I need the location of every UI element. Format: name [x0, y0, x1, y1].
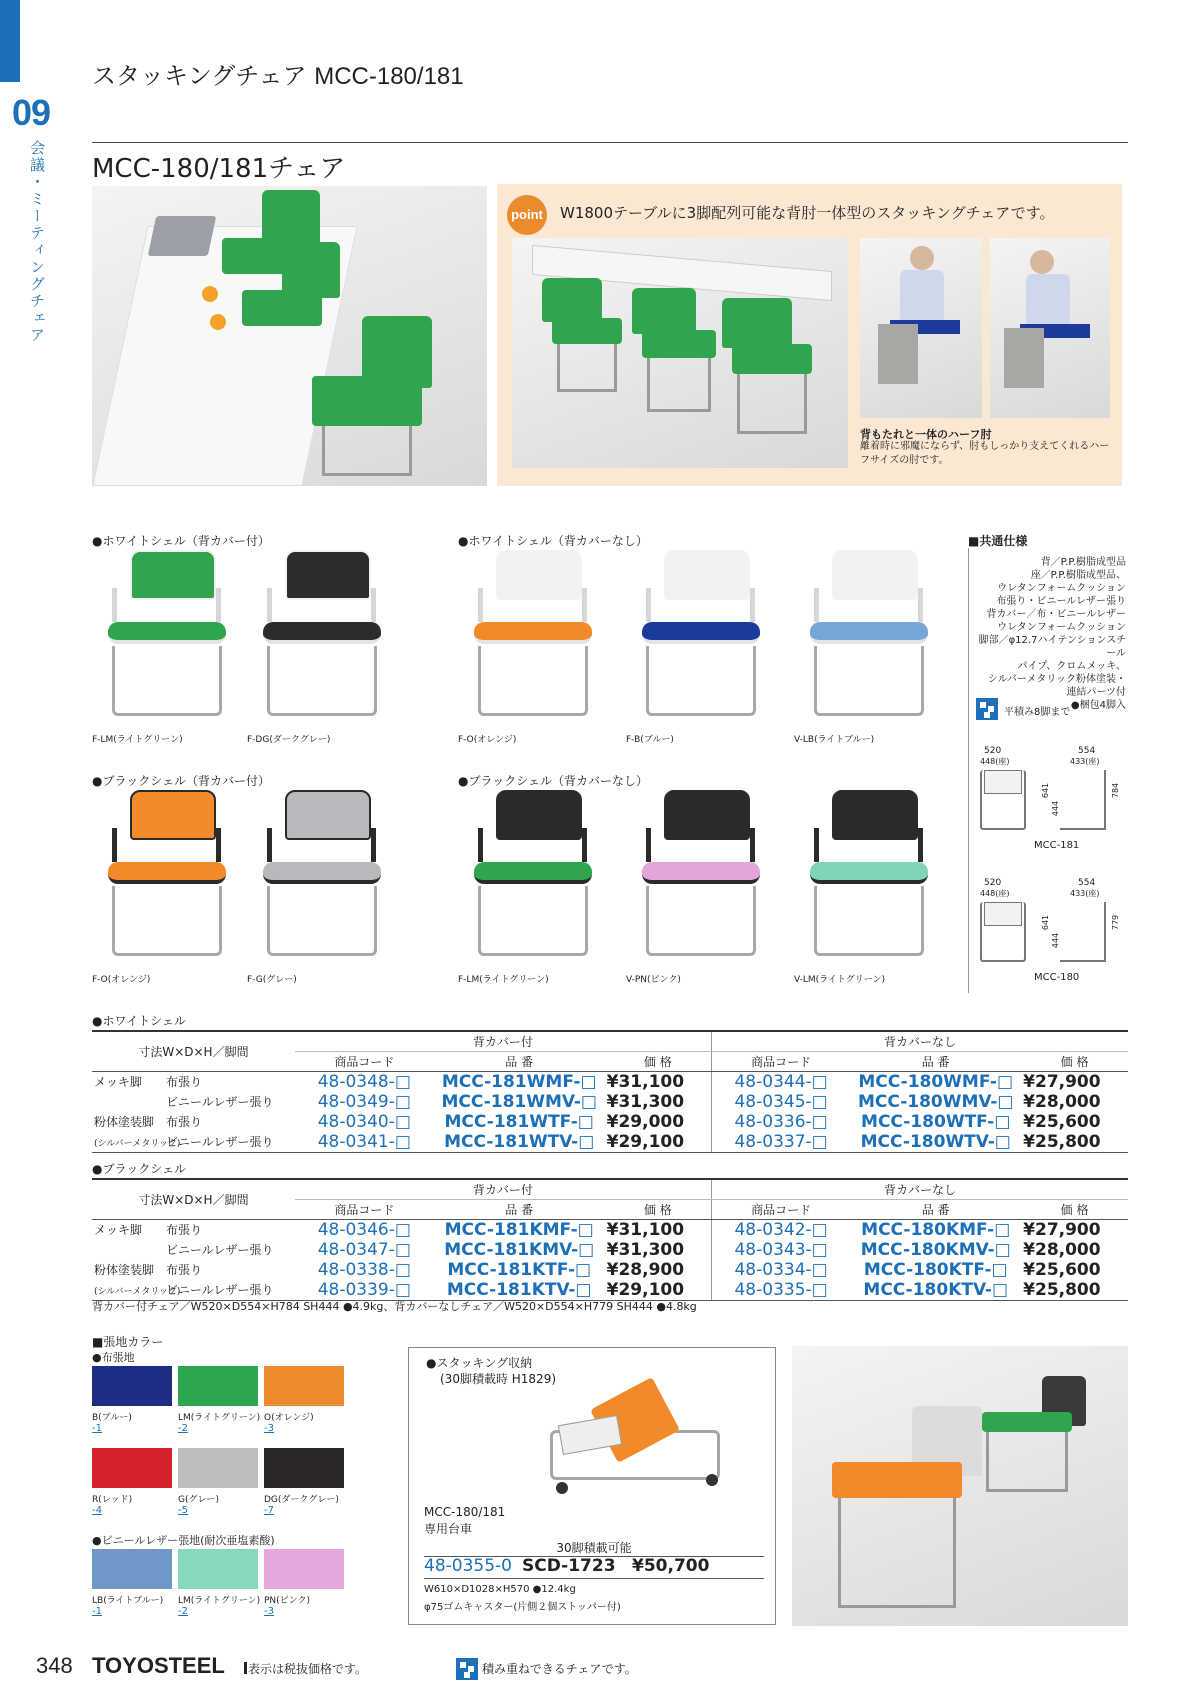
chair-legs — [267, 646, 377, 716]
dimension-note: 背カバー付チェア／W520×D554×H784 SH444 ●4.9kg、背カバーなしチェア／W520×D554×H779 SH444 ●4.8kg — [92, 1300, 697, 1313]
leg-type: (シルバーメタリック) — [94, 1139, 181, 1149]
variant-label: F-B(ブルー) — [626, 735, 674, 745]
variant-heading-white-with: ●ホワイトシェル（背カバー付） — [92, 534, 270, 548]
swatch-code: -3 — [264, 1606, 274, 1617]
chair-back — [285, 550, 371, 600]
chair-back — [496, 550, 582, 600]
chair-arm — [216, 828, 221, 862]
spec-line: 背／P.P.樹脂成型品 — [1040, 557, 1126, 568]
drawing-model: MCC-180 — [1034, 972, 1080, 983]
cover-type: 布張り — [166, 1075, 203, 1089]
chair-legs — [267, 886, 377, 956]
leg-cell — [92, 1132, 295, 1153]
column-header: 商品コード — [711, 1199, 850, 1219]
column-header: 商品コード — [295, 1051, 434, 1071]
page-title-jp: スタッキングチェア — [92, 62, 307, 90]
cover-type: ビニールレザー張り — [166, 1095, 274, 1109]
chair-arm — [582, 828, 587, 862]
dim-width: 520 — [984, 878, 1002, 888]
part-number: MCC-181WMF-□ — [441, 1071, 597, 1092]
variant-chair — [626, 788, 776, 988]
variant-label: F-DG(ダークグレー) — [247, 735, 331, 745]
leg-cell — [92, 1071, 295, 1092]
leg-type: メッキ脚 — [94, 1075, 143, 1089]
part-number: MCC-180KTV-□ — [850, 1280, 1021, 1301]
swatch-code: -3 — [264, 1423, 274, 1434]
variant-chair — [458, 548, 608, 748]
column-header: 品 番 — [850, 1051, 1021, 1071]
variant-heading-white-without: ●ホワイトシェル（背カバーなし） — [458, 534, 648, 548]
variant-label: F-O(オレンジ) — [458, 735, 517, 745]
spec-line: パイプ、クロムメッキ、 — [1017, 661, 1126, 672]
chair-arm — [478, 828, 483, 862]
fabric-swatch — [92, 1448, 172, 1488]
part-number: MCC-180WTV-□ — [850, 1132, 1021, 1153]
chair-arm — [646, 828, 651, 862]
footer-stack-note: 積み重ねできるチェアです。 — [482, 1662, 637, 1676]
part-number: MCC-180WMF-□ — [858, 1071, 1014, 1092]
cover-type: 布張り — [166, 1115, 203, 1129]
swatch-label: PN(ピンク) — [264, 1596, 311, 1606]
chair-seat — [263, 622, 381, 644]
table-row — [92, 1280, 1128, 1301]
table-row — [92, 1260, 1128, 1280]
product-code: 48-0337-□ — [711, 1132, 850, 1153]
price: ¥31,300 — [606, 1239, 685, 1260]
section-title: MCC-180/181チェア — [92, 154, 346, 184]
chapter-number: 09 — [12, 92, 51, 133]
product-code: 48-0346-□ — [317, 1219, 411, 1240]
dim-depth: 554 — [1078, 878, 1096, 888]
page-number: 348 — [36, 1653, 73, 1678]
product-code: 48-0334-□ — [711, 1260, 850, 1280]
chair-seat — [642, 622, 760, 644]
dim-width-inner: 448(座) — [980, 757, 1010, 766]
armrest-caption-body: 離着時に邪魔にならず、肘もしっかり支えてくれるハーフサイズの肘です。 — [860, 441, 1110, 466]
chair-arm — [371, 828, 376, 862]
cart-price: ¥50,700 — [632, 1556, 710, 1576]
swatch-label: R(レッド) — [92, 1495, 133, 1505]
chair-back — [130, 790, 216, 840]
price-table — [92, 1030, 1128, 1153]
swatch-label: LM(ライトグリーン) — [178, 1596, 261, 1606]
dim-seat-height: 444 — [1051, 800, 1061, 817]
fabric-swatch — [264, 1448, 344, 1488]
leg-type: (シルバーメタリック) — [94, 1287, 181, 1297]
variant-chair — [92, 548, 242, 748]
variant-chair — [458, 788, 608, 988]
variant-chair — [626, 548, 776, 748]
product-code: 48-0340-□ — [317, 1111, 411, 1132]
swatch-label: B(ブルー) — [92, 1413, 132, 1423]
dim-width: 520 — [984, 746, 1002, 756]
column-header: 商品コード — [295, 1199, 434, 1219]
part-number: MCC-180KTF-□ — [863, 1259, 1008, 1280]
dim-width-inner: 448(座) — [980, 889, 1010, 898]
chapter-tab — [0, 0, 20, 82]
tax-note: 表示は税抜価格です。 — [248, 1662, 368, 1676]
price: ¥29,000 — [606, 1111, 685, 1132]
chair-legs — [478, 646, 588, 716]
price: ¥25,600 — [1023, 1259, 1101, 1280]
group-without-header: 背カバーなし — [711, 1031, 1128, 1051]
person-photo-2 — [990, 238, 1110, 418]
part-number: MCC-181KMF-□ — [444, 1219, 594, 1240]
variant-chair — [247, 548, 397, 748]
variant-chair — [794, 788, 944, 988]
stacking-cart-illustration — [540, 1390, 730, 1500]
cart-dims: W610×D1028×H570 ●12.4kg — [424, 1584, 576, 1595]
header-rule — [92, 142, 1128, 143]
leg-cell — [92, 1260, 295, 1280]
variant-label: V-LB(ライトブルー) — [794, 735, 875, 745]
part-number: MCC-181WMV-□ — [441, 1091, 597, 1112]
price-table — [92, 1178, 1128, 1301]
column-header: 品 番 — [850, 1199, 1021, 1219]
point-badge: point — [507, 195, 547, 235]
chair-back — [832, 550, 918, 600]
chair-legs — [112, 646, 222, 716]
product-code: 48-0348-□ — [317, 1071, 411, 1092]
chair-arm — [918, 588, 923, 622]
dim-height: 784 — [1111, 782, 1121, 799]
product-code: 48-0344-□ — [711, 1071, 850, 1092]
column-header: 品 番 — [434, 1199, 605, 1219]
cart-caster: φ75ゴムキャスター(片側２個ストッパー付) — [424, 1602, 621, 1613]
stacking-sub: (30脚積載時 H1829) — [440, 1372, 557, 1386]
table-row — [92, 1092, 1128, 1112]
laptop-shape — [148, 216, 217, 256]
price: ¥25,800 — [1021, 1132, 1128, 1153]
spec-title: ■共通仕様 — [968, 534, 1028, 548]
chair-arm — [646, 588, 651, 622]
variant-label: V-LM(ライトグリーン) — [794, 975, 886, 985]
table-heading: ●ブラックシェル — [92, 1162, 186, 1176]
leg-cell — [92, 1280, 295, 1301]
part-number: MCC-180KMV-□ — [860, 1239, 1011, 1260]
dim-depth-inner: 433(座) — [1070, 889, 1100, 898]
chapter-name: 会議・ミーティングチェア — [28, 140, 46, 344]
chair-arm — [918, 828, 923, 862]
swatch-code: -2 — [178, 1423, 188, 1434]
column-header: 価 格 — [1021, 1051, 1128, 1071]
product-code: 48-0345-□ — [711, 1092, 850, 1112]
product-code: 48-0342-□ — [711, 1219, 850, 1240]
stacked-chairs-photo — [792, 1346, 1128, 1626]
fabric-swatch — [92, 1549, 172, 1589]
stacking-icon — [456, 1658, 478, 1680]
variant-label: V-PN(ピンク) — [626, 975, 681, 985]
column-header: 価 格 — [605, 1199, 712, 1219]
dim-depth: 554 — [1078, 746, 1096, 756]
part-number: MCC-180WTF-□ — [861, 1111, 1011, 1132]
chair-legs — [478, 886, 588, 956]
front-view-back — [984, 770, 1022, 794]
stacking-heading: ●スタッキング収納 — [426, 1356, 533, 1370]
swatch-code: -1 — [92, 1606, 102, 1617]
spec-lines — [974, 556, 1126, 712]
spec-line: 背カバー／布・ビニールレザー — [986, 609, 1126, 620]
chair-legs — [646, 886, 756, 956]
column-header: 価 格 — [1021, 1199, 1128, 1219]
cart-code: 48-0355-0 — [424, 1556, 512, 1576]
cover-type: 布張り — [166, 1223, 203, 1237]
column-header: 品 番 — [434, 1051, 605, 1071]
table-row — [92, 1219, 1128, 1240]
variant-label: F-O(オレンジ) — [92, 975, 151, 985]
chair-legs — [646, 646, 756, 716]
cart-label-2: 専用台車 — [424, 1522, 473, 1536]
side-view — [1060, 902, 1106, 962]
chair-arm — [112, 828, 117, 862]
swatch-code: -5 — [178, 1505, 188, 1516]
swatch-label: LB(ライトブルー) — [92, 1596, 164, 1606]
chair-back — [130, 550, 216, 600]
chair-seat — [810, 862, 928, 884]
vinyl-heading: ●ビニールレザー張地(耐次亜塩素酸) — [92, 1534, 275, 1547]
chair-arm — [750, 588, 755, 622]
dim-header: 寸法W×D×H／脚間 — [92, 1031, 295, 1071]
price: ¥29,100 — [605, 1132, 712, 1153]
chair-arm — [478, 588, 483, 622]
group-with-header: 背カバー付 — [295, 1179, 712, 1199]
product-code: 48-0335-□ — [711, 1280, 850, 1301]
price: ¥31,300 — [606, 1091, 685, 1112]
side-view — [1060, 770, 1106, 830]
swatch-code: -1 — [92, 1423, 102, 1434]
armrest-caption-title: 背もたれと一体のハーフ肘 — [860, 428, 992, 441]
spec-line: 布張り・ビニールレザー張り — [996, 596, 1126, 607]
variant-chair — [92, 788, 242, 988]
part-number: MCC-181KTF-□ — [447, 1259, 592, 1280]
price: ¥25,800 — [1021, 1280, 1128, 1301]
fabric-swatch — [178, 1549, 258, 1589]
chair-back — [664, 790, 750, 840]
product-code: 48-0343-□ — [711, 1240, 850, 1260]
spec-line: ウレタンフォームクッション — [997, 583, 1126, 594]
chair-legs — [814, 886, 924, 956]
chair-arm — [814, 588, 819, 622]
chair-arm — [216, 588, 221, 622]
chair-arm — [814, 828, 819, 862]
row-of-chairs-photo — [512, 238, 848, 468]
mug-shape — [210, 314, 226, 330]
chair-seat — [474, 862, 592, 884]
table-row — [92, 1112, 1128, 1132]
chair-back — [664, 550, 750, 600]
chair-arm — [267, 828, 272, 862]
price: ¥25,600 — [1023, 1111, 1101, 1132]
variant-heading-black-without: ●ブラックシェル（背カバーなし） — [458, 774, 648, 788]
cart-label-1: MCC-180/181 — [424, 1505, 506, 1519]
variant-chair — [794, 548, 944, 748]
product-code: 48-0336-□ — [711, 1112, 850, 1132]
chair-seat — [642, 862, 760, 884]
fabric-swatch — [178, 1366, 258, 1406]
chair-legs — [814, 646, 924, 716]
swatch-code: -4 — [92, 1505, 102, 1516]
variant-label: F-LM(ライトグリーン) — [92, 735, 183, 745]
product-code: 48-0349-□ — [317, 1091, 411, 1112]
chair-back — [285, 790, 371, 840]
price: ¥31,100 — [606, 1219, 685, 1240]
price: ¥27,900 — [1023, 1071, 1101, 1092]
swatch-label: O(オレンジ) — [264, 1413, 314, 1423]
part-number: MCC-181KTV-□ — [434, 1280, 605, 1301]
cover-type: ビニールレザー張り — [166, 1243, 274, 1257]
chair-arm — [112, 588, 117, 622]
leg-cell — [92, 1240, 295, 1260]
brand-logo: TOYOSTEEL — [92, 1653, 225, 1678]
cover-type: ビニールレザー張り — [166, 1283, 274, 1297]
chair-arm — [371, 588, 376, 622]
fabric-swatch — [92, 1366, 172, 1406]
price: ¥27,900 — [1023, 1219, 1101, 1240]
chair-arm — [750, 828, 755, 862]
swatch-label: DG(ダークグレー) — [264, 1495, 339, 1505]
leg-cell — [92, 1112, 295, 1132]
fabric-swatch — [178, 1448, 258, 1488]
leg-type: 粉体塗装脚 — [94, 1115, 155, 1129]
point-text: W1800テーブルに3脚配列可能な背肘一体型のスタッキングチェアです。 — [560, 204, 1055, 222]
front-view-back — [984, 902, 1022, 926]
fabric-swatch — [264, 1366, 344, 1406]
swatch-label: LM(ライトグリーン) — [178, 1413, 261, 1423]
person-photo-1 — [860, 238, 982, 418]
spec-line: 座／P.P.樹脂成型品、 — [1030, 570, 1126, 581]
cover-type: ビニールレザー張り — [166, 1135, 274, 1149]
price: ¥28,900 — [606, 1259, 685, 1280]
part-number: MCC-181KMV-□ — [444, 1239, 595, 1260]
dim-header: 寸法W×D×H／脚間 — [92, 1179, 295, 1219]
price: ¥29,100 — [605, 1280, 712, 1301]
variant-label: F-G(グレー) — [247, 975, 297, 985]
group-without-header: 背カバーなし — [711, 1179, 1128, 1199]
leg-type: 粉体塗装脚 — [94, 1263, 155, 1277]
chair-seat — [810, 622, 928, 644]
part-number: MCC-181WTV-□ — [434, 1132, 605, 1153]
dim-arm-height: 641 — [1041, 914, 1051, 931]
chair-seat — [263, 862, 381, 884]
chair-back — [832, 790, 918, 840]
dim-height: 779 — [1111, 914, 1121, 931]
price: ¥28,000 — [1023, 1239, 1101, 1260]
mug-shape — [202, 286, 218, 302]
cart-part: SCD-1723 — [522, 1556, 616, 1576]
tax-marker — [244, 1662, 247, 1674]
dim-depth-inner: 433(座) — [1070, 757, 1100, 766]
column-header: 商品コード — [711, 1051, 850, 1071]
page-title-model: MCC-180/181 — [314, 63, 464, 90]
fabric-title: ■張地カラー — [92, 1335, 164, 1349]
variant-chair — [247, 788, 397, 988]
cloth-heading: ●布張地 — [92, 1351, 135, 1364]
spec-line: ウレタンフォームクッション — [997, 622, 1126, 633]
stacking-icon — [976, 698, 998, 720]
table-row — [92, 1132, 1128, 1153]
price: ¥28,000 — [1023, 1091, 1101, 1112]
product-code: 48-0339-□ — [295, 1280, 434, 1301]
dim-seat-height: 444 — [1051, 932, 1061, 949]
swatch-code: -2 — [178, 1606, 188, 1617]
swatch-label: G(グレー) — [178, 1495, 219, 1505]
page-title — [92, 56, 464, 91]
fabric-swatch — [264, 1549, 344, 1589]
cart-capacity: 30脚積載可能 — [424, 1539, 764, 1557]
spec-stack-note: 平積み8脚まで — [1004, 707, 1071, 718]
spec-line: 連結パーツ付 — [1066, 687, 1126, 698]
spec-line: ●梱包4脚入 — [1070, 700, 1126, 711]
table-heading: ●ホワイトシェル — [92, 1014, 186, 1028]
part-number: MCC-181WTF-□ — [444, 1111, 594, 1132]
leg-type: メッキ脚 — [94, 1223, 143, 1237]
dim-arm-height: 641 — [1041, 782, 1051, 799]
chair-back — [496, 790, 582, 840]
variant-label: F-LM(ライトグリーン) — [458, 975, 549, 985]
chair-seat — [474, 622, 592, 644]
product-code: 48-0347-□ — [317, 1239, 411, 1260]
swatch-code: -7 — [264, 1505, 274, 1516]
product-code: 48-0338-□ — [317, 1259, 411, 1280]
column-header: 価 格 — [605, 1051, 712, 1071]
part-number: MCC-180KMF-□ — [861, 1219, 1011, 1240]
product-code: 48-0341-□ — [295, 1132, 434, 1153]
variant-heading-black-with: ●ブラックシェル（背カバー付） — [92, 774, 270, 788]
group-with-header: 背カバー付 — [295, 1031, 712, 1051]
cover-type: 布張り — [166, 1263, 203, 1277]
chair-arm — [267, 588, 272, 622]
table-row — [92, 1071, 1128, 1092]
chair-arm — [582, 588, 587, 622]
leg-cell — [92, 1219, 295, 1240]
table-row — [92, 1240, 1128, 1260]
spec-line: 脚部／φ12.7ハイテンションスチール — [978, 635, 1126, 659]
drawing-model: MCC-181 — [1034, 840, 1080, 851]
chair-legs — [112, 886, 222, 956]
price: ¥31,100 — [606, 1071, 685, 1092]
part-number: MCC-180WMV-□ — [857, 1091, 1014, 1112]
chair-seat — [108, 622, 226, 644]
spec-line: シルバーメタリック粉体塗装・ — [987, 674, 1126, 685]
leg-cell — [92, 1092, 295, 1112]
main-photo — [92, 186, 487, 486]
chair-seat — [108, 862, 226, 884]
